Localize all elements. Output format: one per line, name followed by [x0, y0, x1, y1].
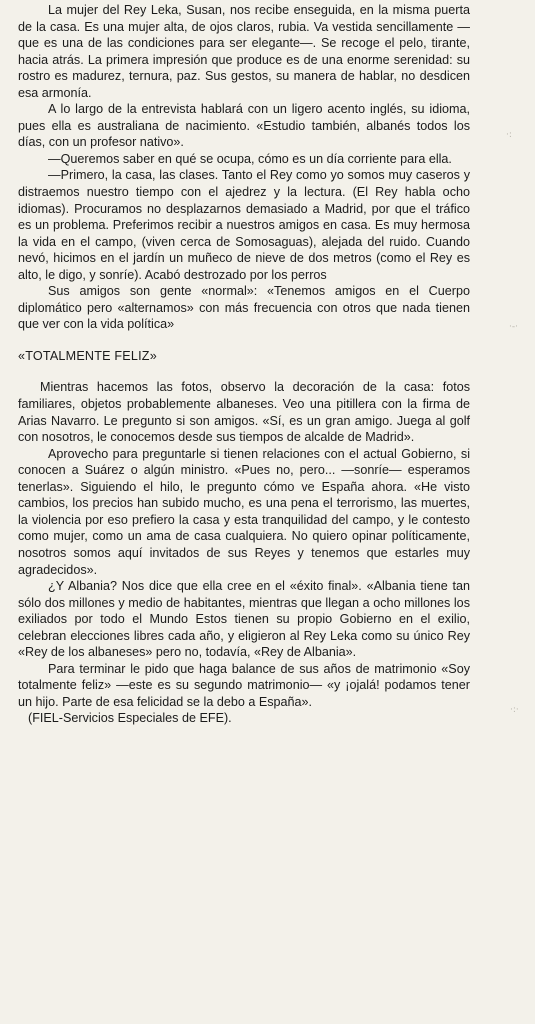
- paragraph-question: —Queremos saber en qué se ocupa, cómo es un día corriente para ella.: [48, 151, 452, 166]
- paragraph-accent: A lo largo de la entrevista hablará con un ligero acento inglés, su idioma, pues ella es australiana de nacimiento. «Estudio también, albanés todos los días, con un profesor nativo».: [18, 102, 470, 150]
- article-credit: (FIEL-Servicios Especiales de EFE).: [28, 711, 232, 726]
- paragraph-marriage: Para terminar le pido que haga balance de sus años de matrimonio «Soy totalmente feliz» —este es su segundo matrimonio— «y ¡ojalá! podamos tener un hijo. Parte de esa felicidad se la debo a España».: [18, 661, 470, 709]
- section-heading: «TOTALMENTE FELIZ»: [18, 348, 157, 363]
- paragraph-albania: ¿Y Albania? Nos dice que ella cree en el «éxito final». «Albania tiene tan sólo dos millones y medio de habitantes, mientras que llegan a ocho millones los exiliados por todo el Mundo Estos tienen su propio Gobierno en el exilio, celebran elecciones libres cada año, y eligieron al Rey Leka como su único Rey «Rey de los albaneses» pero no, todavía, «Rey de Albania».: [18, 579, 470, 660]
- paragraph-photos: Mientras hacemos las fotos, observo la decoración de la casa: fotos familiares, objetos probablemente albaneses. Veo una pitillera con la firma de Arias Navarro. Le pregunto si son amigos. «Sí, es un gran amigo. Juega al golf con nosotros, le conocemos desde sus tiempos de alcalde de Madrid».: [18, 380, 470, 445]
- paragraph-intro: La mujer del Rey Leka, Susan, nos recibe enseguida, en la misma puerta de la casa. Es una mujer alta, de ojos claros, rubia. Va vestida sencillamente —que es una de las condiciones para ser elegante—. Se recoge el pelo, tirante, hacia atrás. La primera impresión que produce es de una enorme serenidad: su rostro es madurez, ternura, paz. Sus gestos, su manera de hablar, no desdicen esa armonía.: [18, 3, 470, 100]
- paragraph-government: Aprovecho para preguntarle si tienen relaciones con el actual Gobierno, si conocen a Suárez o algún ministro. «Pues no, pero... —sonríe— esperamos tenerlas». Siguiendo el hilo, le pregunto cómo ve España ahora. «He visto cambios, los precios han subido mucho, es una pena el terrorismo, las muertes, la violencia por eso prefiero la casa y esta tranquilidad del campo, y le contesto como mujer, como un ama de casa cualquiera. No quiero opinar políticamente, nosotros somos aquí invitados de sus Reyes y tenemos que estarles muy agradecidos».: [18, 446, 470, 577]
- article-column: [18, 2, 470, 727]
- paragraph-friends: Sus amigos son gente «normal»: «Tenemos amigos en el Cuerpo diplomático pero «alternamos» con más frecuencia con otros que nada tienen que ver con la vida política»: [18, 284, 470, 332]
- margin-smudge: ·:·: [510, 705, 519, 715]
- paragraph-daily-life: —Primero, la casa, las clases. Tanto el Rey como yo somos muy caseros y distraemos nuestro tiempo con el ajedrez y la lectura. (El Rey habla ocho idiomas). Procuramos no desplazarnos demasiado a Madrid, por que el tráfico es un problema. Preferimos recibir a nuestros amigos en casa. Es muy hermosa la vida en el campo, (viven cerca de Somosaguas), alejada del ruido. Cuando nevó, hicimos en el jardín un muñeco de nieve de dos metros (como el Rey es alto, le digo, y sonríe). Acabó destrozado por los perros: [18, 168, 470, 282]
- margin-smudge: ·-·: [509, 322, 518, 332]
- margin-smudge: ·:: [506, 130, 512, 140]
